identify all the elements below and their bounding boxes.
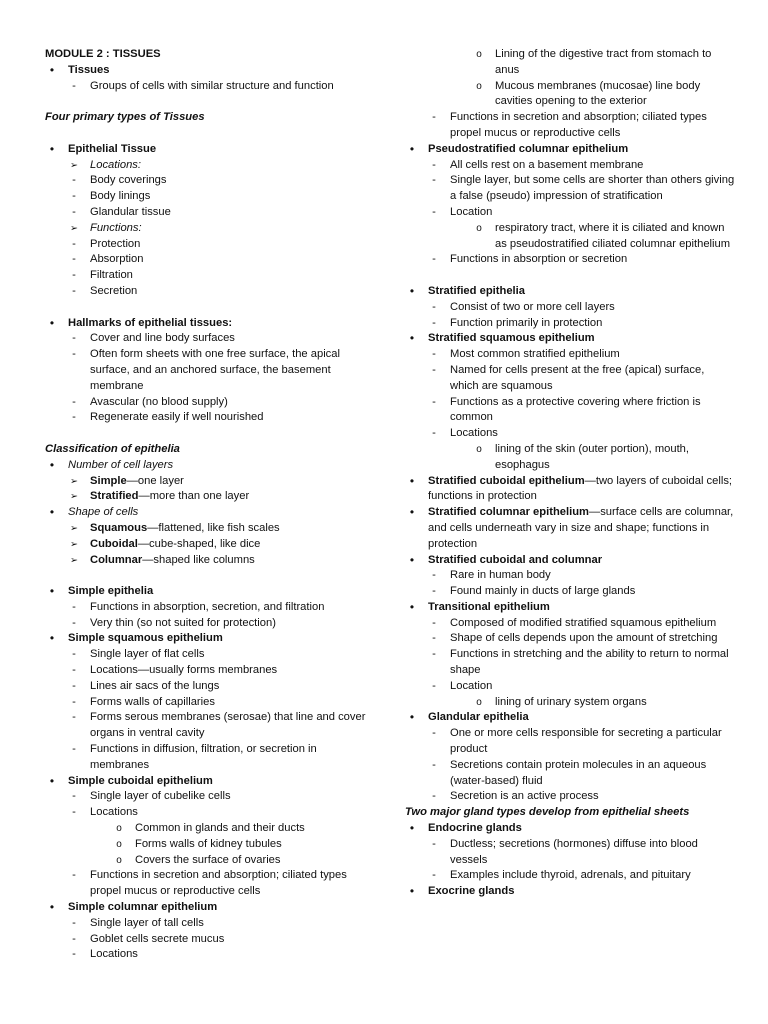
list-item-text: Simple epithelia (68, 585, 154, 598)
dash-marker: - (72, 205, 76, 218)
list-item-text (90, 489, 375, 505)
list-item-text: All cells rest on a basement membrane (450, 158, 644, 171)
bullet-icon: • (49, 631, 55, 646)
dash-marker: - (72, 411, 76, 424)
list-item (405, 205, 735, 221)
list-item-text: Shape of cells depends upon the amount of stretching (450, 632, 718, 645)
list-item-text: respiratory tract, where it is ciliated and known as pseudostratified ciliated columnar epithelium (495, 221, 731, 250)
list-item-text: Functions in stretching and the ability to return to normal shape (450, 648, 729, 677)
term-definition: —two layers of cuboidal cells; functions in protection (428, 474, 733, 503)
list-item (405, 47, 735, 79)
blank-line (45, 568, 375, 584)
list-item-text: Ductless; secretions (hormones) diffuse into blood vessels (450, 837, 698, 866)
dash-marker: - (72, 174, 76, 187)
list-item-text: Shape of cells (68, 506, 139, 519)
list-item-text: Functions in diffusion, filtration, or secretion in membranes (90, 743, 317, 771)
list-item-text: One or more cells responsible for secreting a particular product (450, 727, 722, 756)
dash-marker: - (432, 174, 436, 187)
dash-marker: - (72, 616, 76, 629)
list-item (405, 363, 735, 395)
list-item (405, 726, 735, 758)
blank-line (45, 300, 375, 316)
dash-marker: - (72, 348, 76, 361)
dash-marker: - (72, 806, 76, 819)
term-label: Squamous (90, 521, 148, 534)
dash-marker: - (72, 284, 76, 297)
list-item-text: Protection (90, 237, 141, 250)
list-item-text: Rare in human body (450, 569, 551, 582)
list-item-text: Hallmarks of epithelial tissues: (68, 316, 233, 329)
bullet-icon: • (409, 505, 415, 520)
dash-marker: - (432, 679, 436, 692)
list-item-text: Locations: (90, 158, 141, 171)
list-item (405, 158, 735, 174)
list-item-text: Covers the surface of ovaries (135, 853, 281, 866)
bullet-icon: • (409, 884, 415, 899)
list-item-text: Composed of modified stratified squamous epithelium (450, 616, 717, 629)
list-item-text: Forms walls of kidney tubules (135, 837, 282, 850)
list-item (45, 695, 375, 711)
list-item-text: Goblet cells secrete mucus (90, 932, 225, 945)
arrow-bullet-icon: ➢ (70, 554, 78, 566)
list-item-text: Often form sheets with one free surface, the apical surface, and an anchored surface, the basement membrane (90, 348, 340, 392)
list-item (45, 837, 375, 853)
bullet-icon: • (409, 710, 415, 725)
list-item (45, 458, 375, 474)
dash-marker: - (72, 190, 76, 203)
dash-marker: - (432, 758, 436, 771)
list-item (45, 173, 375, 189)
dash-marker: - (72, 790, 76, 803)
list-item (405, 695, 735, 711)
list-item-text: Secretions contain protein molecules in an aqueous (water-based) fluid (450, 758, 707, 787)
list-item (405, 789, 735, 805)
list-item (45, 268, 375, 284)
list-item-text: Single layer, but some cells are shorter than others giving a false (pseudo) impression of stratification (450, 174, 735, 203)
list-item-text: Functions in absorption, secretion, and filtration (90, 600, 325, 613)
list-item (45, 395, 375, 411)
list-item (405, 837, 735, 869)
list-item-text: Location (450, 679, 493, 692)
dash-marker: - (432, 616, 436, 629)
list-item (45, 789, 375, 805)
arrow-bullet-icon: ➢ (70, 522, 78, 534)
list-item (405, 647, 735, 679)
list-item-text (428, 474, 735, 506)
bullet-icon: • (49, 773, 55, 788)
term-label: Columnar (90, 553, 143, 566)
list-item-text: Named for cells present at the free (apical) surface, which are squamous (450, 363, 705, 392)
list-item (405, 442, 735, 474)
list-item-text: Epithelial Tissue (68, 142, 157, 155)
list-item-text: Locations—usually forms membranes (90, 664, 278, 677)
bullet-icon: • (49, 141, 55, 156)
list-item-text: Filtration (90, 269, 133, 282)
list-item (405, 631, 735, 647)
dash-marker: - (432, 569, 436, 582)
list-item-text: Simple squamous epithelium (68, 632, 223, 645)
circle-bullet-icon: o (476, 80, 482, 92)
right-column (405, 47, 735, 900)
list-item (45, 647, 375, 663)
list-item (45, 205, 375, 221)
bullet-icon: • (49, 584, 55, 599)
list-item (45, 616, 375, 632)
list-item (405, 79, 735, 111)
dash-marker: - (432, 316, 436, 329)
dash-marker: - (72, 395, 76, 408)
list-item (45, 710, 375, 742)
list-item (405, 884, 735, 900)
list-item-text: Groups of cells with similar structure and function (90, 79, 334, 92)
list-item-text: Locations (90, 948, 138, 961)
bullet-icon: • (409, 331, 415, 346)
list-item-text: Pseudostratified columnar epithelium (428, 142, 629, 155)
bullet-icon: • (409, 821, 415, 836)
list-item-text: Cover and line body surfaces (90, 332, 235, 345)
list-item (45, 331, 375, 347)
dash-marker: - (72, 79, 76, 92)
dash-marker: - (72, 711, 76, 724)
list-item (45, 774, 375, 790)
blank-line (405, 268, 735, 284)
list-item-text: Lining of the digestive tract from stomach to anus (495, 48, 712, 76)
left-column (45, 47, 375, 963)
list-item-text: Glandular epithelia (428, 711, 529, 724)
dash-marker: - (72, 948, 76, 961)
blank-line (45, 426, 375, 442)
list-item (405, 584, 735, 600)
list-item-text: Functions as a protective covering where friction is common (450, 395, 701, 424)
dash-marker: - (432, 363, 436, 376)
term-label: Stratified columnar epithelium (428, 506, 590, 519)
dash-marker: - (432, 427, 436, 440)
list-item (45, 916, 375, 932)
bullet-icon: • (49, 900, 55, 915)
circle-bullet-icon: o (476, 696, 482, 708)
bullet-icon: • (49, 315, 55, 330)
list-item-text (428, 505, 735, 552)
list-item (405, 710, 735, 726)
list-item (405, 600, 735, 616)
list-item (45, 853, 375, 869)
list-item-text: Examples include thyroid, adrenals, and pituitary (450, 869, 691, 882)
list-item-text: Tissues (68, 63, 110, 76)
list-item-text: Regenerate easily if well nourished (90, 411, 264, 424)
list-item (405, 868, 735, 884)
list-item-text: Transitional epithelium (428, 600, 550, 613)
blank-line (45, 94, 375, 110)
list-item-text: Stratified squamous epithelium (428, 332, 595, 345)
dash-marker: - (72, 664, 76, 677)
bullet-icon: • (49, 505, 55, 520)
list-item (405, 679, 735, 695)
list-item (45, 663, 375, 679)
dash-marker: - (432, 395, 436, 408)
dash-marker: - (72, 869, 76, 882)
list-item-text: Function primarily in protection (450, 316, 603, 329)
term-definition: —flattened, like fish scales (147, 521, 280, 534)
list-item (45, 237, 375, 253)
term-label: Stratified (90, 490, 139, 503)
list-item-text: Locations (90, 806, 138, 819)
bullet-icon: • (49, 62, 55, 77)
list-item-text: Location (450, 205, 493, 218)
bullet-icon: • (409, 141, 415, 156)
list-item (405, 173, 735, 205)
list-item-text: Single layer of cubelike cells (90, 790, 231, 803)
dash-marker: - (432, 869, 436, 882)
dash-marker: - (432, 158, 436, 171)
bullet-icon: • (409, 599, 415, 614)
term-definition: —shaped like columns (142, 553, 255, 566)
list-item (45, 505, 375, 521)
list-item (45, 410, 375, 426)
dash-marker: - (432, 727, 436, 740)
list-item-text: Simple columnar epithelium (68, 901, 218, 914)
list-item (45, 868, 375, 900)
list-item-text (90, 521, 375, 537)
term-label: Stratified cuboidal epithelium (428, 474, 585, 487)
list-item-text: Number of cell layers (68, 458, 174, 471)
list-item (45, 900, 375, 916)
circle-bullet-icon: o (476, 443, 482, 455)
bullet-icon: • (49, 457, 55, 472)
circle-bullet-icon: o (476, 49, 482, 60)
dash-marker: - (72, 695, 76, 708)
dash-marker: - (72, 916, 76, 929)
list-item (405, 284, 735, 300)
dash-marker: - (432, 300, 436, 313)
arrow-bullet-icon: ➢ (70, 159, 78, 171)
list-item-text: Forms walls of capillaries (90, 695, 215, 708)
list-item-text: Most common stratified epithelium (450, 348, 620, 361)
list-item-text: Stratified cuboidal and columnar (428, 553, 603, 566)
list-item-text: Two major gland types develop from epithelial sheets (405, 806, 690, 819)
dash-marker: - (432, 632, 436, 645)
list-item-text: Simple cuboidal epithelium (68, 774, 213, 787)
list-item (405, 426, 735, 442)
list-item (45, 821, 375, 837)
circle-bullet-icon: o (476, 222, 482, 234)
circle-bullet-icon: o (116, 823, 122, 835)
dash-marker: - (72, 932, 76, 945)
list-item-text: Common in glands and their ducts (135, 822, 305, 835)
list-item (405, 316, 735, 332)
list-item-text: Body linings (90, 190, 151, 203)
list-item (45, 252, 375, 268)
list-item (45, 537, 375, 553)
list-item (405, 347, 735, 363)
list-item-text: Consist of two or more cell layers (450, 300, 615, 313)
list-item (45, 631, 375, 647)
list-item (405, 331, 735, 347)
list-item-text: Single layer of flat cells (90, 648, 205, 661)
list-item (405, 568, 735, 584)
list-item-text: Functions in secretion and absorption; ciliated types propel mucus or reproductive cells (90, 869, 347, 898)
list-item (45, 316, 375, 332)
blank-line (45, 126, 375, 142)
dash-marker: - (432, 837, 436, 850)
list-item (45, 932, 375, 948)
list-item-text: Exocrine glands (428, 885, 515, 898)
list-item (45, 742, 375, 774)
list-item-text: MODULE 2 : TISSUES (45, 48, 161, 60)
list-item (405, 252, 735, 268)
dash-marker: - (72, 253, 76, 266)
dash-marker: - (432, 111, 436, 124)
bullet-icon: • (409, 473, 415, 488)
dash-marker: - (72, 237, 76, 250)
list-item-text: Functions: (90, 221, 142, 234)
list-item (45, 521, 375, 537)
section-heading (45, 110, 375, 126)
list-item (45, 805, 375, 821)
list-item-text: Found mainly in ducts of large glands (450, 585, 636, 598)
dash-marker: - (72, 332, 76, 345)
list-item (405, 505, 735, 552)
list-item (405, 474, 735, 506)
list-item-text: Classification of epithelia (45, 442, 180, 455)
list-item-text: Functions in absorption or secretion (450, 253, 628, 266)
circle-bullet-icon: o (116, 838, 122, 850)
dash-marker: - (72, 648, 76, 661)
list-item (45, 600, 375, 616)
list-item (405, 142, 735, 158)
arrow-bullet-icon: ➢ (70, 491, 78, 503)
section-heading (45, 47, 375, 63)
list-item (45, 284, 375, 300)
list-item (45, 347, 375, 394)
list-item-text: Forms serous membranes (serosae) that line and cover organs in ventral cavity (90, 711, 366, 740)
list-item (405, 758, 735, 790)
list-item-text: Secretion (90, 284, 138, 297)
circle-bullet-icon: o (116, 854, 122, 866)
list-item-text: Locations (450, 427, 498, 440)
dash-marker: - (72, 600, 76, 613)
term-definition: —cube-shaped, like dice (137, 537, 261, 550)
term-definition: —more than one layer (138, 490, 250, 503)
list-item (45, 553, 375, 569)
arrow-bullet-icon: ➢ (70, 475, 78, 487)
section-heading (405, 805, 735, 821)
list-item (45, 142, 375, 158)
list-item-text: Glandular tissue (90, 205, 171, 218)
list-item-text: lining of urinary system organs (495, 695, 647, 708)
term-label: Simple (90, 474, 127, 487)
dash-marker: - (432, 585, 436, 598)
list-item (45, 221, 375, 237)
list-item-text: Endocrine glands (428, 822, 522, 835)
list-item-text: Avascular (no blood supply) (90, 395, 228, 408)
list-item-text: lining of the skin (outer portion), mouth, esophagus (495, 442, 690, 471)
bullet-icon: • (409, 552, 415, 567)
dash-marker: - (72, 269, 76, 282)
list-item-text: Stratified epithelia (428, 284, 525, 297)
list-item-text (90, 474, 375, 490)
list-item-text: Mucous membranes (mucosae) line body cavities opening to the exterior (495, 79, 701, 108)
list-item-text: Absorption (90, 253, 144, 266)
list-item (45, 63, 375, 79)
list-item (405, 221, 735, 253)
list-item (45, 79, 375, 95)
dash-marker: - (432, 348, 436, 361)
dash-marker: - (72, 743, 76, 756)
list-item (405, 110, 735, 142)
dash-marker: - (72, 679, 76, 692)
dash-marker: - (432, 790, 436, 803)
arrow-bullet-icon: ➢ (70, 538, 78, 550)
list-item (45, 947, 375, 963)
term-label: Cuboidal (90, 537, 138, 550)
list-item-text: Single layer of tall cells (90, 916, 204, 929)
list-item (405, 616, 735, 632)
dash-marker: - (432, 205, 436, 218)
list-item (45, 474, 375, 490)
list-item-text (90, 553, 375, 569)
term-definition: —surface cells are columnar, and cells underneath vary in size and shape; functions in protection (428, 506, 734, 550)
list-item-text: Very thin (so not suited for protection) (90, 616, 276, 629)
list-item (45, 679, 375, 695)
term-definition: —one layer (126, 474, 184, 487)
list-item-text: Body coverings (90, 174, 167, 187)
list-item-text: Functions in secretion and absorption; ciliated types propel mucus or reproductive cells (450, 111, 707, 139)
list-item (405, 821, 735, 837)
list-item (45, 158, 375, 174)
dash-marker: - (432, 253, 436, 266)
list-item (45, 489, 375, 505)
list-item (405, 553, 735, 569)
list-item-text (90, 537, 375, 553)
dash-marker: - (432, 648, 436, 661)
list-item (405, 300, 735, 316)
list-item-text: Lines air sacs of the lungs (90, 679, 220, 692)
list-item (45, 584, 375, 600)
list-item (45, 189, 375, 205)
list-item-text: Secretion is an active process (450, 790, 599, 803)
bullet-icon: • (409, 283, 415, 298)
list-item (405, 395, 735, 427)
list-item-text: Four primary types of Tissues (45, 111, 205, 124)
section-heading (45, 442, 375, 458)
arrow-bullet-icon: ➢ (70, 222, 78, 234)
